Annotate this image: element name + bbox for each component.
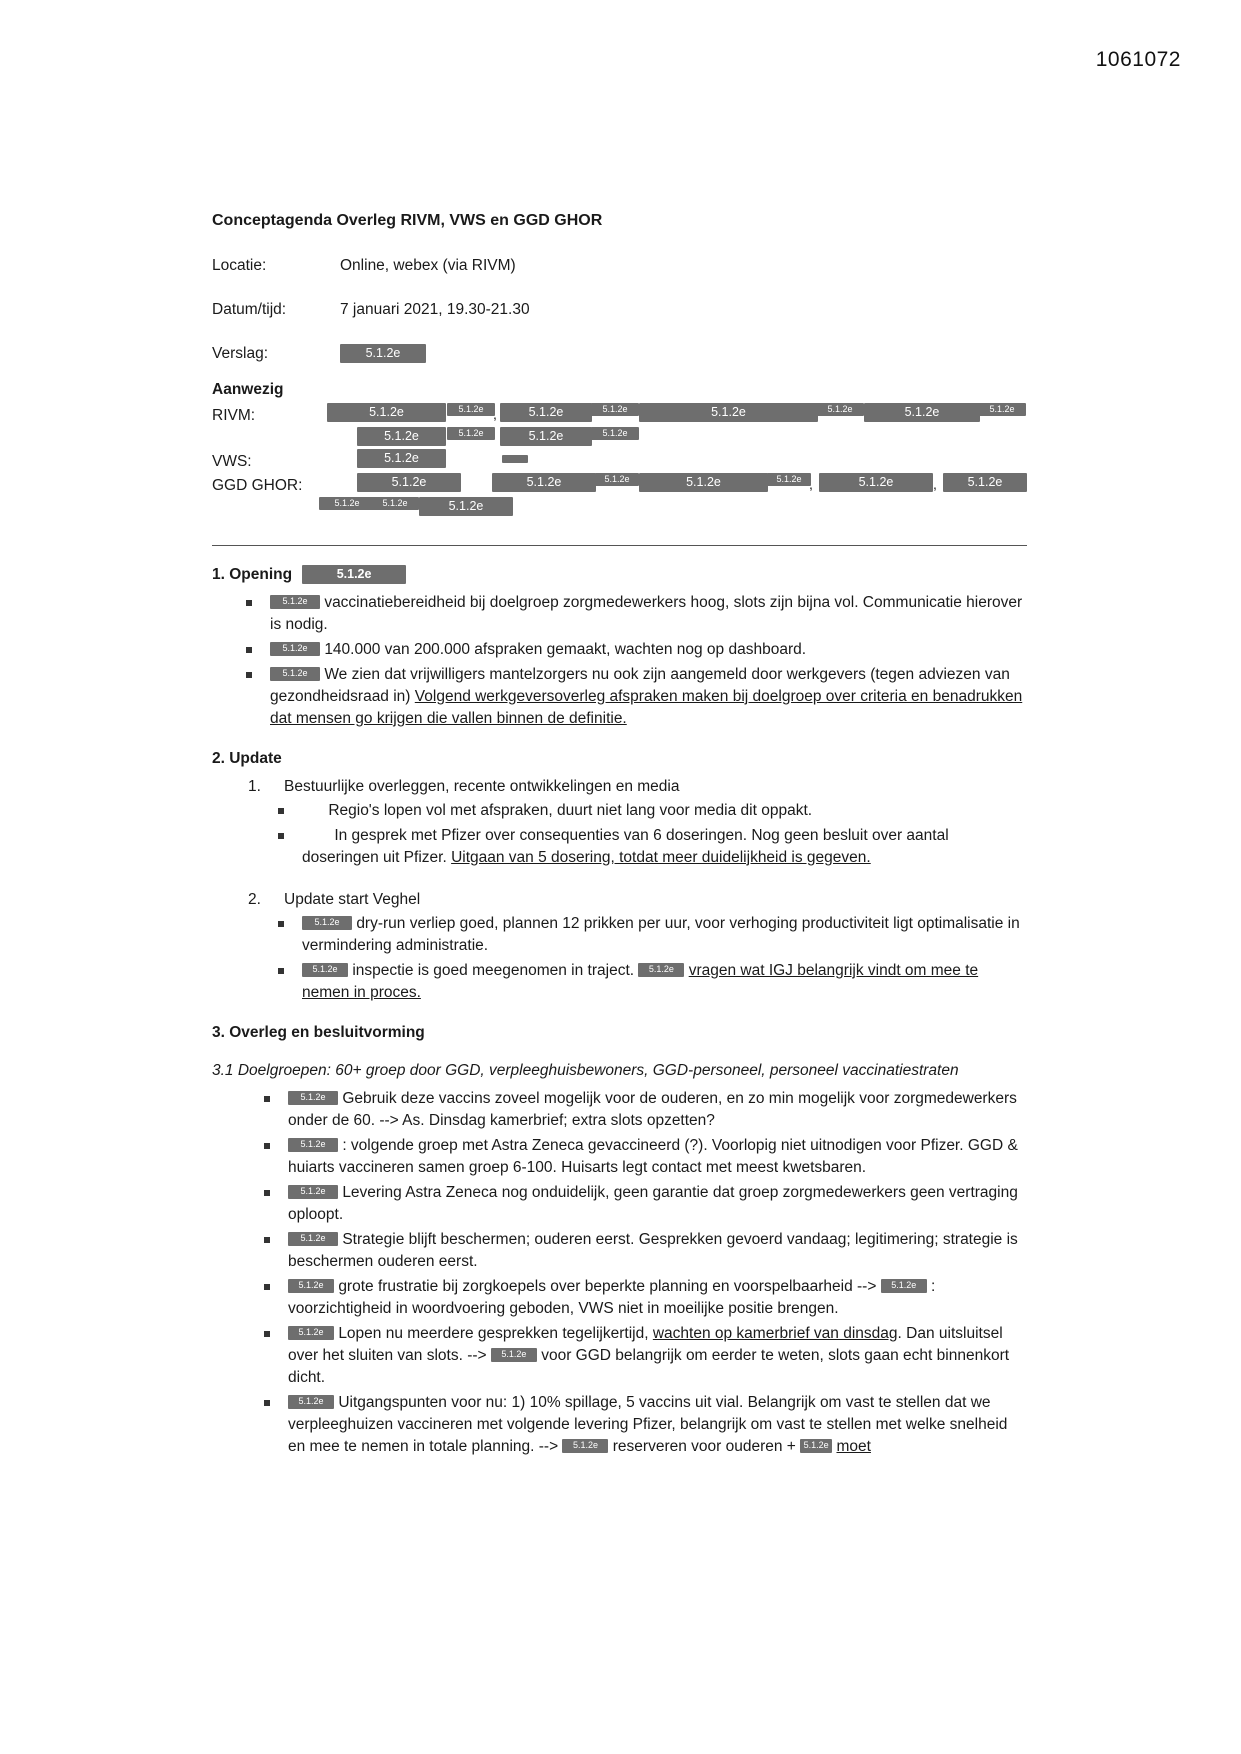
document-content xyxy=(212,210,1027,1461)
attendees-row-ggdghor-2 xyxy=(212,497,1027,519)
subsection-heading-doelgroepen: 3.1 Doelgroepen: 60+ groep door GGD, verpleeghuisbewoners, GGD-personeel, personeel vaccinatiestraten xyxy=(212,1061,959,1079)
list-item-text: : volgende groep met Astra Zeneca gevaccineerd (?). Voorlopig niet uitnodigen voor Pfizer. GGD & huiarts vaccineren samen groep 6-100. Huisarts legt contact met meest kwetsbaren. xyxy=(288,1136,1018,1176)
attendees-label-blank-2 xyxy=(212,497,327,499)
attendees-row-rivm xyxy=(212,403,1027,427)
redaction-box: 5.1.2e xyxy=(288,1326,334,1340)
attendees-row-ggdghor xyxy=(212,473,1027,497)
redaction-box: 5.1.2e xyxy=(357,473,461,492)
bullet-list-update-2 xyxy=(272,913,1027,1004)
list-item-text: inspectie is goed meegenomen in traject. xyxy=(352,961,635,979)
redaction-box: 5.1.2e xyxy=(500,427,592,446)
redaction-box: 5.1.2e xyxy=(447,427,495,441)
attendees-redactions-ggdghor-2 xyxy=(327,497,1027,519)
numbered-item-2 xyxy=(248,889,1027,1004)
redaction-box: 5.1.2e xyxy=(562,1439,608,1453)
redaction-box: 5.1.2e xyxy=(319,497,375,511)
redaction-box: 5.1.2e xyxy=(357,427,446,446)
redaction-box: 5.1.2e xyxy=(288,1138,338,1152)
meta-row-locatie xyxy=(212,255,1027,277)
list-item-text: grote frustratie bij zorgkoepels over beperkte planning en voorspelbaarheid --> xyxy=(338,1277,877,1295)
list-item-text-2: : voorzichtigheid in woordvoering geboden, VWS niet in moeilijke positie brengen. xyxy=(288,1277,936,1317)
redaction-box: 5.1.2e xyxy=(340,344,426,363)
redaction-box: 5.1.2e xyxy=(864,403,980,422)
redaction-box: 5.1.2e xyxy=(816,403,864,417)
list-item xyxy=(258,1135,1027,1179)
attendees-redactions-ggdghor xyxy=(327,473,1027,495)
attendees-redactions-rivm xyxy=(327,403,1027,425)
redaction-box: 5.1.2e xyxy=(357,449,446,468)
attendees-heading: Aanwezig xyxy=(212,380,284,398)
meta-value-datum: 7 januari 2021, 19.30-21.30 xyxy=(340,300,530,318)
redaction-box: 5.1.2e xyxy=(327,403,446,422)
list-item xyxy=(258,1088,1027,1132)
list-item-text: Lopen nu meerdere gesprekken tegelijkertijd, xyxy=(338,1324,649,1342)
list-item-text: dry-run verliep goed, plannen 12 prikken per uur, voor verhoging productiviteit ligt optimalisatie in vermindering administratie. xyxy=(302,914,1020,954)
redaction-box: 5.1.2e xyxy=(447,403,495,417)
numbered-item-2-number: 2. xyxy=(248,890,261,908)
redaction-box: 5.1.2e xyxy=(302,916,352,930)
section-heading-opening xyxy=(212,564,1027,586)
list-item xyxy=(240,592,1027,636)
list-item-text: Regio's lopen vol met afspraken, duurt niet lang voor media dit oppakt. xyxy=(328,801,813,819)
list-item-text: 140.000 van 200.000 afspraken gemaakt, wachten nog op dashboard. xyxy=(324,640,807,658)
redaction-box: 5.1.2e xyxy=(639,403,818,422)
section-2-label: 2. Update xyxy=(212,749,282,767)
list-item-underlined-text: vragen wat IGJ belangrijk vindt om mee te nemen in proces. xyxy=(302,961,979,1001)
numbered-item-2-text: Update start Veghel xyxy=(284,890,421,908)
list-item xyxy=(272,960,1027,1004)
meta-row-datum xyxy=(212,299,1027,321)
redaction-box: 5.1.2e xyxy=(302,565,406,584)
attendees-label-rivm: RIVM: xyxy=(212,406,256,424)
redaction-box: 5.1.2e xyxy=(500,403,592,422)
attendees-label-blank-1 xyxy=(212,427,327,429)
redaction-box: 5.1.2e xyxy=(767,473,811,487)
attendees-redactions-vws xyxy=(327,449,1027,471)
bullet-list-update-1 xyxy=(272,800,1027,869)
redaction-box: 5.1.2e xyxy=(288,1091,338,1105)
list-item-underlined-text: Volgend werkgeversoverleg afspraken maken bij doelgroep over criteria en benadrukken dat mensen go krijgen die vallen binnen de definitie. xyxy=(270,687,1023,727)
list-item-text: Gebruik deze vaccins zoveel mogelijk voor de ouderen, en zo min mogelijk voor zorgmedewerkers onder de 60. --> As. Dinsdag kamerbrief; extra slots opzetten? xyxy=(288,1089,1017,1129)
list-item xyxy=(258,1229,1027,1273)
meta-value-verslag xyxy=(340,343,1027,365)
meta-label-verslag: Verslag: xyxy=(212,344,269,362)
list-item-underlined-text: Uitgaan van 5 dosering, totdat meer duidelijkheid is gegeven. xyxy=(451,848,871,866)
separator-comma: , xyxy=(493,405,497,422)
list-item-text: vaccinatiebereidheid bij doelgroep zorgmedewerkers hoog, slots zijn bijna vol. Communicatie hierover is nodig. xyxy=(270,593,1023,633)
section-heading-update xyxy=(212,748,1027,770)
redaction-box: 5.1.2e xyxy=(881,1279,927,1293)
redaction-box: 5.1.2e xyxy=(943,473,1027,492)
list-item-text: Uitgangspunten voor nu: 1) 10% spillage, 5 vaccins uit vial. Belangrijk om vast te stellen dat we verpleeghuizen vaccineren met volgende levering Pfizer, belangrijk om vast te stellen met welke snelheid en mee te nemen in totale planning. --> xyxy=(288,1393,1008,1455)
list-item-text-after: . Dan uitsluitsel over het sluiten van slots. --> xyxy=(288,1324,1003,1364)
redaction-box: 5.1.2e xyxy=(800,1439,832,1453)
redaction-box: 5.1.2e xyxy=(288,1232,338,1246)
section-1-label: 1. Opening xyxy=(212,565,293,583)
section-divider xyxy=(212,545,1027,546)
list-item xyxy=(272,825,1027,869)
list-item-text-2: voor GGD belangrijk om eerder te weten, slots gaan echt binnenkort dicht. xyxy=(288,1346,1010,1386)
list-item-text: Strategie blijft beschermen; ouderen eerst. Gesprekken gevoerd vandaag; legitimering; strategie is beschermen ouderen eerst. xyxy=(288,1230,1018,1270)
redaction-box: 5.1.2e xyxy=(371,497,419,511)
redaction-box: 5.1.2e xyxy=(819,473,933,492)
attendees-redactions-rivm-2 xyxy=(327,427,1027,449)
redaction-box: 5.1.2e xyxy=(288,1185,338,1199)
attendees-block xyxy=(212,379,1027,519)
meta-label-datum: Datum/tijd: xyxy=(212,300,287,318)
list-item-underlined-text: wachten op kamerbrief van dinsdag xyxy=(652,1324,898,1342)
section-heading-overleg xyxy=(212,1022,1027,1044)
attendees-row-rivm-2 xyxy=(212,427,1027,449)
attendees-row-vws xyxy=(212,449,1027,473)
redaction-box: 5.1.2e xyxy=(288,1279,334,1293)
list-item xyxy=(258,1392,1027,1458)
redaction-box: 5.1.2e xyxy=(492,473,596,492)
redaction-box: 5.1.2e xyxy=(595,473,639,487)
list-item xyxy=(240,639,1027,661)
redaction-box: 5.1.2e xyxy=(978,403,1026,417)
meta-value-locatie: Online, webex (via RIVM) xyxy=(340,256,516,274)
attendees-label-ggdghor: GGD GHOR: xyxy=(212,476,303,494)
list-spacer xyxy=(248,873,1027,885)
redaction-box: 5.1.2e xyxy=(491,1348,537,1362)
redaction-box-small xyxy=(502,455,528,463)
list-item xyxy=(258,1182,1027,1226)
numbered-item-1-number: 1. xyxy=(248,777,261,795)
redaction-box: 5.1.2e xyxy=(288,1395,334,1409)
document-number: 1061072 xyxy=(1095,48,1181,71)
bullet-list-doelgroepen xyxy=(258,1088,1027,1458)
list-item-underlined-text: moet xyxy=(836,1437,871,1455)
numbered-item-1-text: Bestuurlijke overleggen, recente ontwikkelingen en media xyxy=(284,777,680,795)
list-item xyxy=(272,913,1027,957)
section-3-label: 3. Overleg en besluitvorming xyxy=(212,1023,425,1041)
separator-comma: , xyxy=(933,475,937,492)
numbered-item-1 xyxy=(248,776,1027,869)
list-item xyxy=(258,1276,1027,1320)
meta-row-verslag xyxy=(212,343,1027,365)
redaction-box: 5.1.2e xyxy=(639,473,768,492)
meta-label-locatie: Locatie: xyxy=(212,256,267,274)
list-item xyxy=(272,800,1027,822)
redaction-box: 5.1.2e xyxy=(591,403,639,417)
redaction-box: 5.1.2e xyxy=(270,595,320,609)
redaction-box: 5.1.2e xyxy=(638,963,684,977)
list-item-text: We zien dat vrijwilligers mantelzorgers nu ook zijn aangemeld door werkgevers (tegen adviezen van gezondheidsraad in) xyxy=(270,665,1010,705)
list-item xyxy=(258,1323,1027,1389)
redaction-box: 5.1.2e xyxy=(419,497,513,516)
attendees-label-vws: VWS: xyxy=(212,452,252,470)
redaction-box: 5.1.2e xyxy=(591,427,639,441)
bullet-list-opening xyxy=(240,592,1027,730)
document-title: Conceptagenda Overleg RIVM, VWS en GGD GHOR xyxy=(212,212,603,229)
list-item xyxy=(240,664,1027,730)
separator-comma: , xyxy=(809,475,813,492)
numbered-list-update xyxy=(248,776,1027,1004)
list-item-text-2: reserveren voor ouderen + xyxy=(612,1437,796,1455)
redaction-box: 5.1.2e xyxy=(302,963,348,977)
redaction-box: 5.1.2e xyxy=(270,642,320,656)
list-item-text: In gesprek met Pfizer over consequenties van 6 doseringen. Nog geen besluit over aantal doseringen uit Pfizer. xyxy=(302,826,949,866)
list-item-text: Levering Astra Zeneca nog onduidelijk, geen garantie dat groep zorgmedewerkers geen vertraging oploopt. xyxy=(288,1183,1018,1223)
redaction-box: 5.1.2e xyxy=(270,667,320,681)
